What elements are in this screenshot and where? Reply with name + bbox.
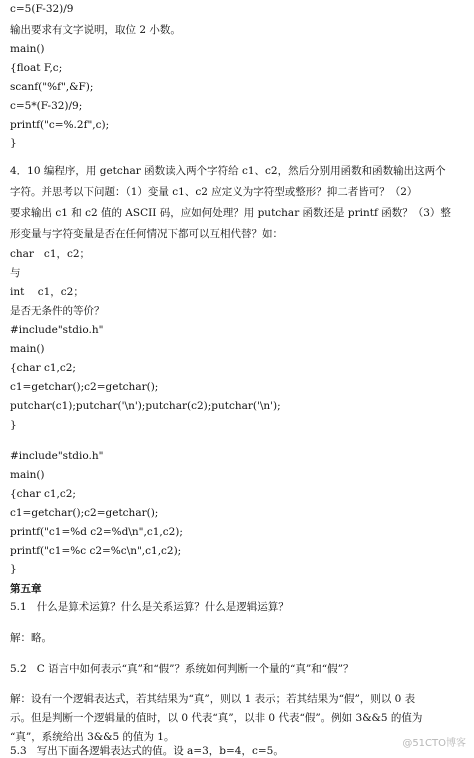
text-line: {char c1,c2; <box>10 488 76 500</box>
text-line: } <box>10 137 17 149</box>
text-line: {char c1,c2; <box>10 362 76 374</box>
text-line: printf("c=%.2f",c); <box>10 119 110 131</box>
text-line: 是否无条件的等价？ <box>10 305 105 317</box>
text-line: main() <box>10 43 45 55</box>
text-line: main() <box>10 469 45 481</box>
text-line: 4．10 编程序，用 getchar 函数读入两个字符给 c1、c2，然后分别用函数和函数输出这两个 <box>10 165 446 177</box>
text-line: #include"stdio.h" <box>10 450 104 462</box>
text-line: 要求输出 c1 和 c2 值的 ASCII 码，应如何处理？用 putchar 函数还是 printf 函数？（3）整 <box>10 207 451 219</box>
text-line: char c1，c2； <box>10 248 91 260</box>
text-line: 输出要求有文字说明，取位 2 小数。 <box>10 24 181 36</box>
text-line: printf("c1=%d c2=%d\n",c1,c2); <box>10 526 183 538</box>
text-line: scanf("%f",&F); <box>10 81 94 93</box>
text-line: c=5*(F-32)/9; <box>10 100 83 112</box>
text-line: main() <box>10 343 45 355</box>
question-line: 5.2 C 语言中如何表示“真”和“假”？系统如何判断一个量的“真”和“假”？ <box>10 663 354 675</box>
text-line: int c1，c2； <box>10 286 84 298</box>
text-line: 与 <box>10 267 21 279</box>
text-line: {float F,c; <box>10 62 63 74</box>
answer-line: 解：设有一个逻辑表达式，若其结果为“真”，则以 1 表示；若其结果为“假”，则以 0 表 <box>10 693 416 705</box>
chapter-heading: 第五章 <box>10 583 42 595</box>
question-line: 5.3 写出下面各逻辑表达式的值。设 a=3，b=4，c=5。 <box>10 745 284 757</box>
answer-line: 示。但是判断一个逻辑量的值时，以 0 代表“真”，以非 0 代表“假”。例如 3&&5 的值为 <box>10 712 423 724</box>
text-line: 形变量与字符变量是否在任何情况下都可以互相代替？如： <box>10 228 283 240</box>
text-line: #include"stdio.h" <box>10 324 104 336</box>
answer-line: “真”，系统给出 3&&5 的值为 1。 <box>10 731 175 743</box>
question-line: 5.1 什么是算术运算？什么是关系运算？什么是逻辑运算？ <box>10 601 289 613</box>
text-line: putchar(c1);putchar('\n');putchar(c2);putchar('\n'); <box>10 400 281 412</box>
text-line: printf("c1=%c c2=%c\n",c1,c2); <box>10 545 182 557</box>
answer-line: 解：略。 <box>10 632 52 644</box>
text-line: 字符。并思考以下问题：（1）变量 c1、c2 应定义为字符型或整形？抑二者皆可？（2） <box>10 186 418 198</box>
text-line: c1=getchar();c2=getchar(); <box>10 507 159 519</box>
text-line: } <box>10 419 17 431</box>
text-line: c=5(F-32)/9 <box>10 3 74 15</box>
watermark: @51CTO博客 <box>402 738 466 749</box>
text-line: } <box>10 563 17 575</box>
text-line: c1=getchar();c2=getchar(); <box>10 381 159 393</box>
